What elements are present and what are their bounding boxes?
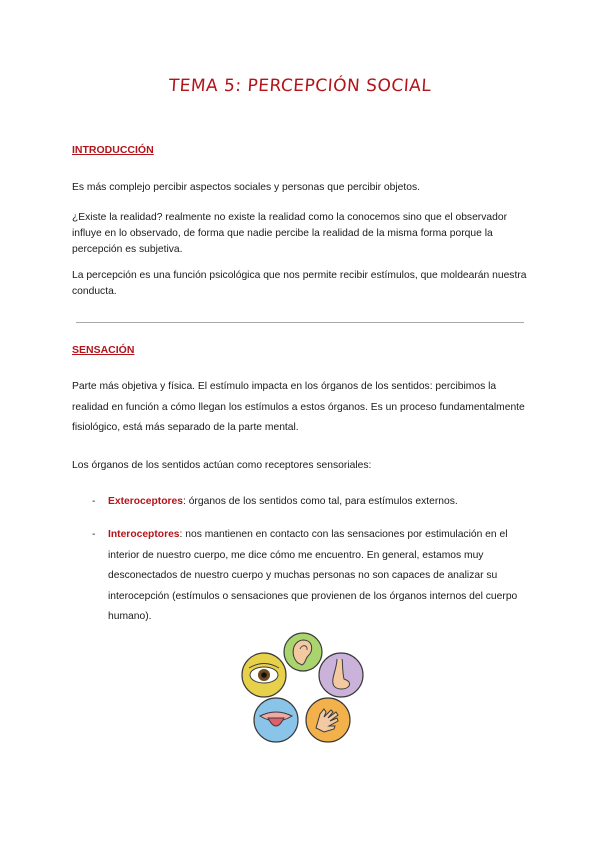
eye-icon: [242, 653, 286, 697]
intro-paragraph-2: ¿Existe la realidad? realmente no existe la realidad como la conocemos sino que el observador influye en lo observado, de forma que nadie percibe la realidad de la misma forma porque la percepción es subjetiva.: [72, 212, 507, 255]
term-exteroceptores: Exteroceptores: [108, 496, 183, 507]
list-item-exteroceptores: [92, 492, 532, 513]
definition-exteroceptores: : órganos de los sentidos como tal, para estímulos externos.: [182, 496, 458, 507]
tongue-icon: [254, 698, 298, 742]
section-divider: [76, 322, 524, 323]
page-title: TEMA 5: PERCEPCIÓN SOCIAL: [167, 76, 433, 96]
list-bullet: -: [92, 496, 96, 507]
sensacion-paragraph-1: Parte más objetiva y física. El estímulo impacta en los órganos de los sentidos: percibimos la realidad en función a cómo llegan los estímulos a estos órganos. Es un proceso fundamentalmente fisiológico, está más separado de la parte mental.: [72, 381, 525, 433]
term-interoceptores: Interoceptores: [108, 529, 180, 540]
list-item-interoceptores: [92, 525, 532, 628]
sensacion-paragraph-2: Los órganos de los sentidos actúan como receptores sensoriales:: [72, 460, 372, 471]
intro-paragraph-3: La percepción es una función psicológica que nos permite recibir estímulos, que moldearán nuestra conducta.: [72, 270, 527, 297]
intro-paragraph-1: Es más complejo percibir aspectos sociales y personas que percibir objetos.: [72, 182, 420, 193]
intro-heading: INTRODUCCIÓN: [72, 144, 154, 156]
five-senses-illustration: [236, 632, 366, 744]
nose-icon: [319, 653, 363, 697]
sensacion-heading: SENSACIÓN: [72, 344, 135, 356]
ear-icon: [284, 633, 322, 671]
hand-icon: [306, 698, 350, 742]
definition-interoceptores: : nos mantienen en contacto con las sensaciones por estimulación en el interior de nuestro cuerpo, me dice cómo me encuentro. En general, estamos muy desconectados de nuestro cuerpo y muchas personas no son capaces de analizar su interocepción (estímulos o sensaciones que provienen de los órganos internos del cuerpo humano).: [108, 529, 518, 622]
list-bullet: -: [92, 529, 96, 540]
